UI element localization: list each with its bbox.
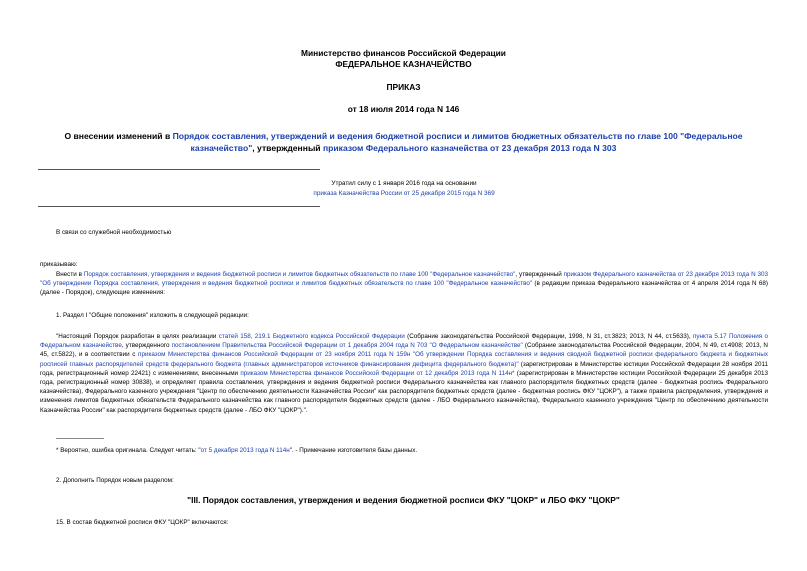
intro-text: В связи со служебной необходимостью xyxy=(56,229,172,236)
status-line: Утратил силу с 1 января 2016 года на основании xyxy=(331,180,477,187)
link-resolution-703[interactable]: постановлением Правительства Российской Федерации от 1 декабря 2004 года N 703 "О Федеральном казначействе" xyxy=(171,342,523,350)
status-note xyxy=(250,179,558,199)
link-regulation-5-17[interactable]: пункта 5.17 Положения о Федеральном казначействе xyxy=(40,333,768,350)
link-order-114n[interactable]: приказом Министерства финансов Российской Федерации от 12 декабря 2013 года N 114н* xyxy=(240,369,515,377)
doc-date-number: от 18 июля 2014 года N 146 xyxy=(347,104,460,114)
link-budget-code[interactable]: статей 158, 219.1 Бюджетного кодекса Российской Федерации xyxy=(218,333,405,340)
title-link-procedure[interactable]: Порядок составления, утверждений и ведения бюджетной росписи и лимитов бюджетных обязательств по главе 100 "Федеральное казначейство" xyxy=(172,131,743,153)
quoted-paragraph: "Настоящий Порядок разработан в целях реализации статей 158, 219.1 Бюджетного кодекса Российской Федерации (Собрание законодательства Российской Федерации, 1998, N 31, ст.3823; 2013, N 44, ст.5633), пункта 5.17 Положения о Федеральном казначействе, утвержденного постановлением Правительства Российской Федерации от 1 декабря 2004 года N 703 "О Федеральном казначействе" (Собрание законодательства Российской Федерации, 2004, N 49, ст.4908; 2013, N 45, ст.5822), и в соответствии с приказом Министерства финансов Российской Федерации от 23 ноября 2011 года N 159н "Об утверждении Порядка составления и ведения сводной бюджетной росписи федерального бюджета и бюджетных росписей главных распорядителей средств федерального бюджета (главных администраторов источников финансирования дефицита федерального бюджета)" (зарегистрирован в Министерстве юстиции Российской Федерации 28 ноября 2011 года, регистрационный номер 22421) с изменениями, внесенными приказом Министерства финансов Российской Федерации от 12 декабря 2013 года N 114н* (зарегистрирован в Министерстве юстиции Российской Федерации 25 декабря 2013 года, регистрационный номер 30838), и определяет правила составления, утверждения и ведения бюджетной росписи Федерального казначейства как главного распорядителя бюджетных средств (далее - бюджетная роспись Федерального казначейства), Федерального казенного учреждения "Центр по обеспечению деятельности Казначейства России" как распорядителя бюджетных средств (далее - бюджетная роспись ФКУ "ЦОКР"), а также правила распределения, утверждения и изменения лимитов бюджетных обязательств Федерального казначейства как главного распорядителя бюджетных средств (далее - ЛБО Федерального казначейства), Федерального казенного учреждения "Центр по обеспечению деятельности Казначейства России" как распорядителя бюджетных средств (далее - ЛБО ФКУ "ЦОКР").". xyxy=(40,333,768,414)
divider-bottom xyxy=(38,206,320,207)
footnote-divider xyxy=(56,438,104,439)
order-word: приказываю: xyxy=(40,261,78,268)
item-1: 1. Раздел I "Общие положения" изложить в следующей редакции: xyxy=(56,312,249,319)
item-2: 2. Дополнить Порядок новым разделом: xyxy=(56,477,174,484)
paragraph-1: Внести в Порядок составления, утверждения и ведения бюджетной росписи и лимитов бюджетных обязательств по главе 100 "Федеральное казначейство", утвержденный приказом Федерального казначейства от 23 декабря 2013 года N 303 "Об утверждении Порядка составления, утверждения и ведения бюджетной росписи и лимитов бюджетных обязательств по главе 100 "Федеральное казначейство" (в редакции приказа Федерального казначейства от 4 апреля 2014 года N 68) (далее - Порядок), следующие изменения: xyxy=(40,271,769,297)
footnote: * Вероятно, ошибка оригинала. Следует читать: "от 5 декабря 2013 года N 114н". - Примечание изготовителя базы данных. xyxy=(56,447,418,454)
doc-type: ПРИКАЗ xyxy=(386,82,421,92)
p1-link-order-303[interactable]: приказом Федерального казначейства от 23 декабря 2013 года N 303 "Об утверждении Порядка составления, утверждения и ведения бюджетной росписи и лимитов бюджетных обязательств по главе 100 "Федеральное казначейство" xyxy=(40,271,769,288)
link-order-159n[interactable]: приказом Министерства финансов Российской Федерации от 23 ноября 2011 года N 159н "Об утверждении Порядка составления и ведения сводной бюджетной росписи федерального бюджета и бюджетных росписей главных распорядителей средств федерального бюджета (главных администраторов источников финансирования дефицита федерального бюджета)" xyxy=(40,351,768,368)
p1-link-procedure[interactable]: Порядок составления, утверждения и ведения бюджетной росписи и лимитов бюджетных обязательств по главе 100 "Федеральное казначейство" xyxy=(83,271,516,278)
doc-title xyxy=(40,130,767,154)
divider-top xyxy=(38,169,320,170)
treasury-name: ФЕДЕРАЛЬНОЕ КАЗНАЧЕЙСТВО xyxy=(335,59,472,69)
title-middle: , утвержденный xyxy=(252,143,323,153)
item-15: 15. В состав бюджетной росписи ФКУ "ЦОКР" включаются: xyxy=(56,519,229,526)
footnote-link[interactable]: от 5 декабря 2013 года N 114н xyxy=(200,447,290,454)
title-link-order-303[interactable]: приказом Федерального казначейства от 23 декабря 2013 года N 303 xyxy=(322,143,617,153)
title-prefix: О внесении изменений в xyxy=(64,131,173,141)
ministry-name: Министерство финансов Российской Федерации xyxy=(301,48,506,58)
status-link[interactable]: приказа Казначейства России от 25 декабря 2015 года N 369 xyxy=(313,190,495,197)
section-title: "III. Порядок составления, утверждения и ведения бюджетной росписи ФКУ "ЦОКР" и ЛБО ФКУ "ЦОКР" xyxy=(187,495,620,505)
